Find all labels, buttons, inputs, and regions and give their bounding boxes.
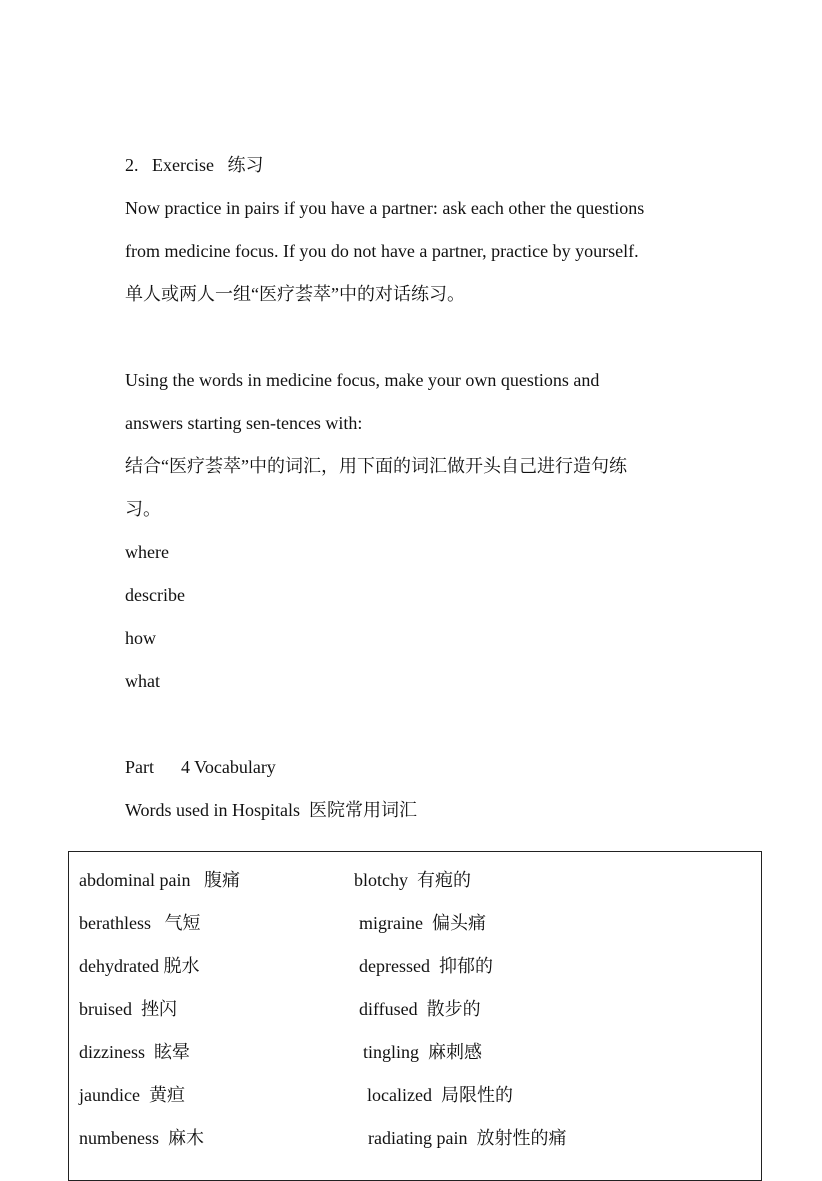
vocab-term: dehydrated 脱水 [79,956,200,976]
instruction-chinese-line-2: 习。 [125,499,161,519]
part4-heading: Part 4 Vocabulary [125,757,276,777]
starter-word: describe [125,585,185,605]
vocabulary-table [68,851,762,1181]
vocab-term: migraine 偏头痛 [359,913,486,933]
vocab-term: depressed 抑郁的 [359,956,493,976]
vocab-term: bruised 挫闪 [79,999,177,1019]
exercise-paragraph-line-1: Now practice in pairs if you have a partner: ask each other the questions [125,198,645,218]
instruction-line-2: answers starting sen-tences with: [125,413,363,433]
vocab-term: blotchy 有疱的 [354,870,471,890]
starter-word: how [125,628,156,648]
exercise-paragraph-chinese: 单人或两人一组“医疗荟萃”中的对话练习。 [125,284,465,304]
vocab-term: abdominal pain 腹痛 [79,870,240,890]
vocab-term: jaundice 黄疸 [79,1085,185,1105]
part4-subheading: Words used in Hospitals 医院常用词汇 [125,800,418,820]
starter-word: where [125,542,169,562]
vocab-term: localized 局限性的 [367,1085,513,1105]
vocab-term: numbeness 麻木 [79,1128,204,1148]
vocab-term: tingling 麻刺感 [363,1042,483,1062]
vocab-term: diffused 散步的 [359,999,481,1019]
starter-word: what [125,671,160,691]
instruction-chinese-line-1: 结合“医疗荟萃”中的词汇，用下面的词汇做开头自己进行造句练 [125,456,627,476]
vocab-term: berathless 气短 [79,913,201,933]
exercise-paragraph-line-2: from medicine focus. If you do not have a partner, practice by yourself. [125,241,639,261]
vocab-term: radiating pain 放射性的痛 [368,1128,567,1148]
exercise-heading: 2. Exercise 练习 [125,155,264,175]
vocab-term: dizziness 眩晕 [79,1042,190,1062]
instruction-line-1: Using the words in medicine focus, make your own questions and [125,370,600,390]
